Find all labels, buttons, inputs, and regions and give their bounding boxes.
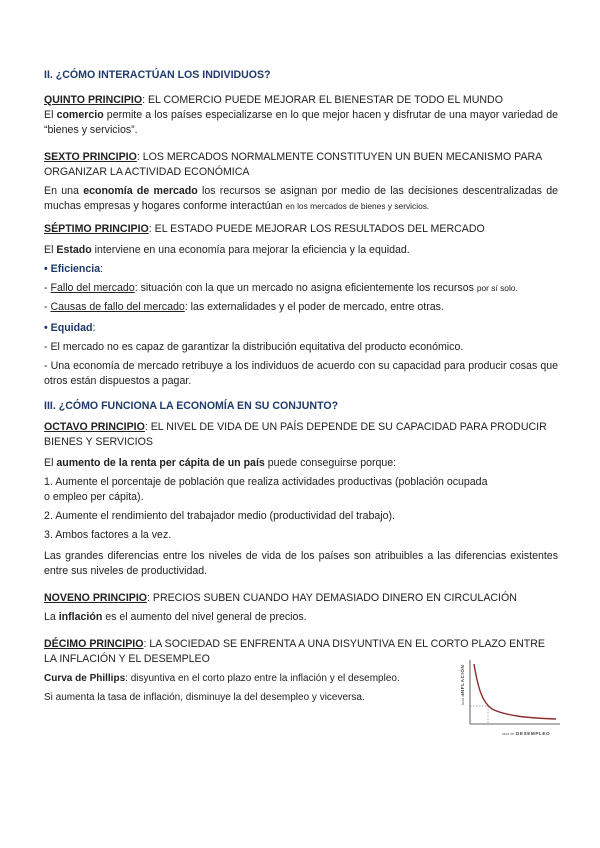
text: :: [100, 263, 104, 275]
text: permite a los países especializarse en lo que mejor hacen y disfrutar de una mayor variedad de “bienes y servicios”.: [44, 109, 558, 136]
equidad-heading: [44, 321, 558, 336]
section-title-3: III. ¿CÓMO FUNCIONA LA ECONOMÍA EN SU CONJUNTO?: [44, 400, 339, 412]
principle-5-title: : EL COMERCIO PUEDE MEJORAR EL BIENESTAR DE TODO EL MUNDO: [142, 94, 503, 106]
phillips-def: [44, 671, 449, 686]
principle-8-body: [44, 456, 558, 471]
list-item-2: 2. Aumente el rendimiento del trabajador medio (productividad del trabajo).: [44, 510, 395, 522]
term-renta-per-capita: aumento de la renta per cápita de un país: [56, 457, 265, 469]
principle-5-label: QUINTO PRINCIPIO: [44, 94, 143, 106]
y-axis-label: INFLACIÓN: [460, 664, 465, 695]
principle-9-label: NOVENO PRINCIPIO: [44, 592, 148, 604]
causas-fallo-line: [44, 300, 558, 315]
term-comercio: comercio: [56, 109, 104, 121]
text: : las externalidades y el poder de mercado, entre otras.: [184, 301, 444, 313]
term-fallo-mercado: Fallo del mercado: [50, 282, 135, 294]
principle-9-title: : PRECIOS SUBEN CUANDO HAY DEMASIADO DINERO EN CIRCULACIÓN: [147, 592, 517, 604]
text: es el aumento del nivel general de precios.: [102, 611, 307, 623]
principle-7-body: [44, 243, 558, 258]
term-causas-fallo: Causas de fallo del mercado: [50, 301, 185, 313]
principle-9-body: [44, 610, 558, 625]
principle-9-heading: [44, 591, 558, 606]
text: interviene en una economía para mejorar la eficiencia y la equidad.: [91, 244, 410, 256]
term-estado: Estado: [56, 244, 92, 256]
principle-7-label: SÉPTIMO PRINCIPIO: [44, 223, 149, 235]
text: los recursos se asignan por medio de las decisiones descentralizadas de muchas empresas y hogares conforme interactúan: [44, 185, 558, 212]
list-item-1a: 1. Aumente el porcentaje de población que realiza actividades productivas (población ocupada: [44, 476, 488, 488]
list-item-1b: o empleo per cápita).: [44, 491, 144, 503]
x-axis-label: DESEMPLEO: [516, 731, 551, 736]
phillips-curve: [474, 664, 556, 719]
text: : disyuntiva en el corto plazo entre la inflación y el desempleo.: [125, 673, 400, 684]
text: • Eficiencia: [44, 263, 101, 275]
principle-8-closing: Las grandes diferencias entre los niveles de vida de los países son atribuibles a las diferencias existentes entre sus niveles de productividad.: [44, 550, 558, 577]
text: puede conseguirse porque:: [264, 457, 397, 469]
text: El: [44, 457, 57, 469]
principle-7-title: : EL ESTADO PUEDE MEJORAR LOS RESULTADOS DEL MERCADO: [148, 223, 485, 235]
phillips-curve-svg: [456, 658, 562, 740]
text-small: en los mercados de bienes y servicios.: [285, 201, 430, 211]
text-small: por sí solo.: [476, 283, 518, 293]
y-axis-label-small: tasa de: [461, 692, 465, 705]
term-economia-mercado: economía de mercado: [83, 185, 198, 197]
section-title-2: II. ¿CÓMO INTERACTÚAN LOS INDIVIDUOS?: [44, 69, 271, 81]
text: El: [44, 244, 57, 256]
list-item-3: 3. Ambos factores a la vez.: [44, 529, 172, 541]
term-inflacion: inflación: [58, 611, 103, 623]
text: -: [44, 282, 51, 294]
term-curva-phillips: Curva de Phillips: [44, 673, 126, 684]
equidad-item-2: - Una economía de mercado retribuye a los individuos de acuerdo con su capacidad para producir cosas que otros están dispuestos a pagar.: [44, 360, 558, 387]
text: :: [92, 322, 96, 334]
text: : situación con la que un mercado no asigna eficientemente los recursos: [134, 282, 477, 294]
text: • Equidad: [44, 322, 93, 334]
principle-10-label: DÉCIMO PRINCIPIO: [44, 638, 144, 650]
principle-6-heading: [44, 150, 558, 180]
phillips-curve-figure: [456, 658, 562, 740]
fallo-mercado-line: [44, 281, 558, 296]
principle-8-title: : EL NIVEL DE VIDA DE UN PAÍS DEPENDE DE SU CAPACIDAD PARA PRODUCIR BIENES Y SERVICIOS: [44, 421, 547, 448]
x-axis-label-small: tasa de: [502, 732, 515, 736]
principle-6-title: : LOS MERCADOS NORMALMENTE CONSTITUYEN UN BUEN MECANISMO PARA ORGANIZAR LA ACTIVIDAD ECONÓMICA: [44, 151, 542, 178]
eficiencia-heading: [44, 262, 558, 277]
text: La: [44, 611, 59, 623]
principle-10-title: : LA SOCIEDAD SE ENFRENTA A UNA DISYUNTIVA EN EL CORTO PLAZO ENTRE LA INFLACIÓN Y EL DESEMPLEO: [44, 638, 545, 665]
principle-5-body: [44, 108, 558, 138]
principle-5-heading: [44, 93, 558, 108]
principle-6-body: [44, 184, 558, 214]
equidad-item-1: - El mercado no es capaz de garantizar la distribución equitativa del producto económico.: [44, 341, 464, 353]
document-page: [44, 68, 558, 705]
text: El: [44, 109, 57, 121]
principle-6-label: SEXTO PRINCIPIO: [44, 151, 137, 163]
text: En una: [44, 185, 84, 197]
principle-8-label: OCTAVO PRINCIPIO: [44, 421, 145, 433]
text: -: [44, 301, 51, 313]
principle-7-heading: [44, 222, 558, 237]
phillips-explanation: Si aumenta la tasa de inflación, disminuye la del desempleo y viceversa.: [44, 692, 365, 703]
principle-8-heading: [44, 420, 558, 450]
